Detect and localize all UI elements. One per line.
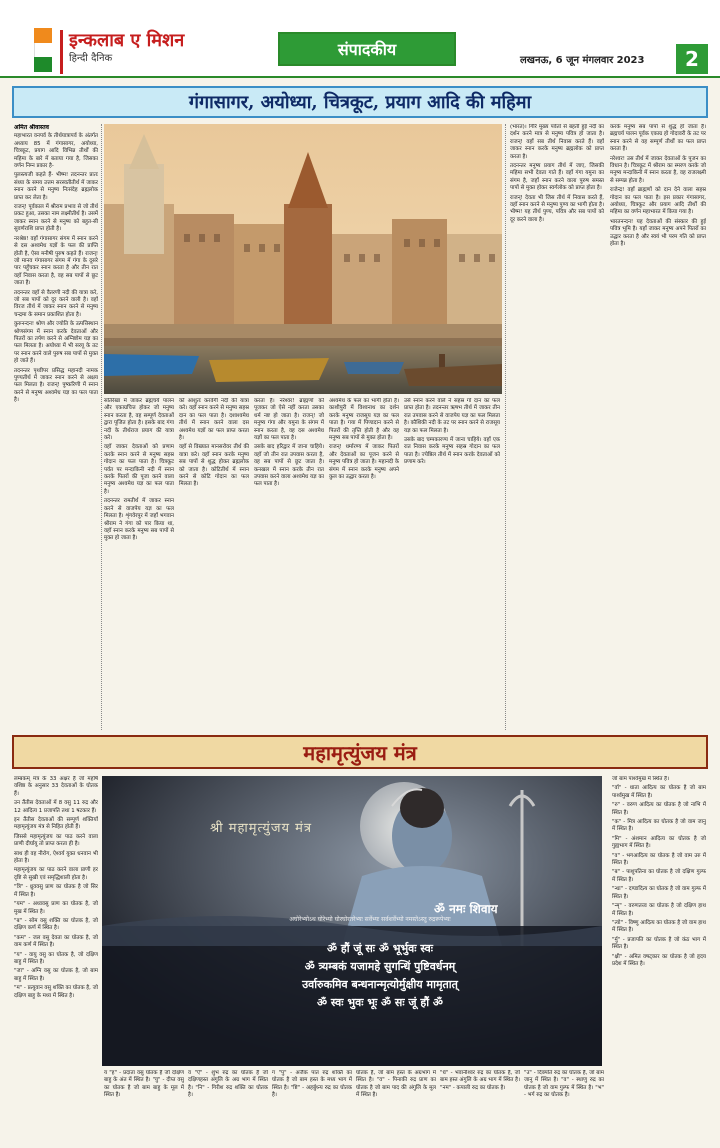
paragraph: उसके बाद चम्पकारण्य में जाना चाहिये। वहाँ एक रात निवास करके मनुष्य सहस्र गोदान का फल पाता है। ज्येष्ठिल तीर्थ में स्नान करके देवताओं को प्रणाम करे। [404,437,500,466]
paragraph: "ब" - सोम वसु शक्ति का घोतक है, जो दक्षिण कर्ण में स्थित है। [14,917,98,932]
article1-column-3 [179,398,249,730]
article1-column-1 [14,124,98,730]
paragraph: "मि" - अंशमान आदित्य का घोतक है जो गुह्यभाग में स्थित है। [612,835,706,850]
article1-column-7 [510,124,604,730]
paragraph: करता है। नरेश्वर! ब्राह्मणों को पूजकर जो ऐसे नहीं करता उसका धर्म नष्ट हो जाता है। राजन्! जो मनुष्य गंगा और यमुना के संगम में स्नान करता है, वह दस अश्वमेध यज्ञों का फल पाता है। [254,398,324,442]
article2-bottom-col-1 [104,1070,184,1140]
article1-column-4 [254,398,324,730]
paragraph: तदनन्तर पृथ्वीपर प्रसिद्ध महानदी नामक पुण्यतीर्थ में जाकर स्नान करने से अक्षय फल मिलता है। राजन्! पुष्करिणी में स्नान करने से मनुष्य अश्वमेध यज्ञ का फल पाता है। [14,367,98,404]
paragraph: "यम" - अध्ववसु प्राण का घोतक है, जो मुख में स्थित है। [14,901,98,915]
article2-bottom-col-3 [272,1070,352,1140]
paragraph: "जा" - अग्नि वसु का घोतक है, जो बाम बाहु में स्थित है। [14,968,98,982]
article1-column-6 [404,398,500,730]
varanasi-ghats-photo [104,124,502,394]
om-namah-shivay: ॐ नमः शिवाय [434,902,498,916]
tricolor-flag-icon [34,28,52,72]
paragraph: (भारत)। गिरि मुख्य पर्वतों से बहती हुई नदी का दर्शन करने मात्र से मनुष्य पवित्र हो जाता है। राजन्! वहाँ सब तीर्थ निवास करते हैं। वहाँ जाकर स्नान करके मनुष्य ब्रह्मलोक को प्राप्त करता है। [510,124,604,160]
mahamrityunjay-mantra-text [180,940,580,1012]
paragraph: नरेश्वर! उस तीर्थ में जाकर देवताओं के पूजन का विधान है। चित्रकूट में श्रीराम का स्मरण करके जो मनुष्य मन्दाकिनी में स्नान करता है, वह राजलक्ष्मी से सम्पन्न होता है। [610,155,706,184]
paragraph: कुरुनन्दन! श्रोण और ज्योति के उत्पत्तिस्थान श्रोणसंगम में स्नान करके देवताओं और पितरों का तर्पण करने से अग्निष्टोम यज्ञ का फल मिलता है। अयोध्या में भी सरयू के तट पर स्नान करने वाले पुरुष सब पापों से मुक्त हो जाते हैं। [14,321,98,365]
paragraph: राजन्! धर्मारण्य में जाकर पितरों और देवताओं का पूजन करने से मनुष्य पवित्र हो जाता है। महानदी के संगम में स्नान करके मनुष्य अपने कुल का उद्धार करता है। [329,444,399,481]
paragraph: महामृत्युंजय का पाठ करने वाला प्राणी हर दृष्टि से सुखी एवं समृद्धिशाली होता है। [14,867,98,881]
column-divider [101,124,102,730]
paragraph: "ब" - पाशुपतिना का घोतक है जो दक्षिण गुल्फ में स्थित है। [612,869,706,883]
paragraph: "र्मु" - प्रजापति का घोतक है जो कंठ भाग में स्थित है। [612,936,706,951]
paragraph: करके मनुष्य सब पापों से शुद्ध हो जाता है। ब्रह्मचर्य पालन पूर्वक एकाग्र हो गोदावरी के तट पर स्नान करने से वह सम्पूर्ण तीर्थों का फल प्राप्त करता है। [610,124,706,153]
article1-column-5 [329,398,399,730]
newspaper-brand [60,30,230,74]
mantra-line: उर्वारुकमिव बन्धनान्मृत्योर्मुक्षीय मामृतात् [302,978,458,991]
paragraph: "र्ध" - भवानीश्वर रुद्र का घोतक है, जो बाम हस्त अंगुलि के अग्र भाग में स्थित है। "नम" - कपाली रुद्र का घोतक है। [440,1070,520,1091]
paragraph: वहाँ से विख्यात मानसरोवर तीर्थ की यात्रा करे। वहाँ स्नान करके मनुष्य सब पापों से शुद्ध होकर ब्रह्मलोक को जाता है। कोटितीर्थ में स्नान करने से कोटि गोदान का फल मिलता है। [179,444,249,488]
paragraph: "न्धा" - दण्डादित्य का घोतक है जो वाम गुल्फ में स्थित है। [612,886,706,900]
brand-subtitle: हिन्दी दैनिक [69,53,113,64]
mantra-line: ॐ स्वः भुवः भूः ॐ सः जूं हौं ॐ [317,996,443,1009]
paragraph: "त्रि" - ध्रुववसु प्राण का घोतक है जो सिर में स्थित है। [14,884,98,898]
paragraph: "उ" - दिक्पति रुद्र का घोतक है, जो बाम जानु में स्थित है। "व" - स्थाणु रुद्र का घोतक है जो वाम गुल्फ में स्थित है। "भ" - भर्ग रुद्र का घोतक है। [524,1070,604,1099]
brand-title: इन्कलाब ए मिशन [69,30,185,51]
paragraph: वहाँ जाकर देवताओं को प्रणाम करके स्नान करने से मनुष्य सहस्र गोदान का फल पाता है। चित्रकूट पर्वत पर मन्दाकिनी नदी में स्नान करके पितरों की पूजा करने वाला मनुष्य अश्वमेध यज्ञ का फल पाता है। [104,444,174,495]
article2-bottom-col-2 [188,1070,268,1140]
masthead [0,0,720,78]
paragraph: घोतक है, जो बाम हस्त के अग्रभाग में स्थित है। "व" - पिनाकी रुद्र प्राण का घोतक है जो बाम पाद की अंगुलि के मूल में स्थित है। [356,1070,436,1099]
dateline: लखनऊ, 6 जून मंगलवार 2023 [520,55,645,66]
paragraph: नरश्रेष्ठ! वहाँ गंगासागर संगम में स्नान करने से दस अश्वमेध यज्ञों के फल की प्राप्ति होती है, ऐसा मनीषी पुरुष कहते हैं। राजन्! जो मानव गंगासागर संगम में गंगा के दूसरे पार पहुँचकर स्नान करता है और तीन रात वहाँ निवास करता है, वह सब पापों से छूट जाता है। [14,235,98,287]
paragraph: "त्यो" - विष्णु आदित्य का घोतक है जो वाम हाथ में स्थित है। [612,919,706,934]
article2-bottom-col-4 [356,1070,436,1140]
section-title: संपादकीय [278,32,456,66]
article1-column-8 [610,124,706,730]
paragraph: "य" - वायु वसु का घोतक है, जो दक्षिण बाहु में स्थित है। [14,951,98,965]
paragraph: तदनन्तर वहाँ से वैतरणी नदी की यात्रा करे, जो सब पापों को दूर करने वाली है। वहाँ विरज तीर्थ में जाकर स्नान करने से मनुष्य चन्द्रमा के समान प्रकाशित होता है। [14,289,98,318]
byline: अमित श्रीवास्तव [14,124,50,131]
paragraph: को आशुतः करवेगी नदी की यात्रा करे। वहाँ स्नान करने से मनुष्य सहस्र दान का फल पाता है। दशाश्वमेध तीर्थ में स्नान करने वाला दस अश्वमेध यज्ञों का फल प्राप्त करता है। [179,398,249,442]
paragraph: सतिरेखा में जाकर ब्रह्मचर्य पालन और एकाग्रचित्त होकर जो मनुष्य स्नान करता है, वह सम्पूर्ण देवताओं द्वारा पूजित होता है। इसके बाद गंगा नदी के तीर्थराज प्रयाग की यात्रा करे। [104,398,174,442]
paragraph: "क्षी" - अमित वषट्कार का घोतक है जो हृदय प्रदेश में स्थित है। [612,953,706,967]
paragraph: राजन्! पूर्वकाल में श्रीराम प्रभाव से जो तीर्थ प्रकट हुआ, उसका नाम लक्ष्मीतीर्थ है। उसमें जाकर स्नान करने से मनुष्य को बहुत-सी सुवर्णराशि प्राप्त होती है। [14,204,98,233]
paragraph: ग "पु" - अजैक पात रुद्र शक्ति का घोतक है जो बाम हस्त के मध्य भाग में स्थित है। "ष्टि" - अहर्बुध्न्य रुद्र का घोतक है। [272,1070,352,1099]
paragraph: लम्बकम् मंत्र के 33 अक्षर हैं जो महर्षि वशिष्ठ के अनुसार 33 देवताओं के घोतक हैं। [14,776,98,797]
article2-column-left [14,776,98,1138]
paragraph: "व" - भगआदित्य का घोतक है जो वाम उरु में स्थित है। [612,852,706,867]
mantra-line: ॐ हौं जूं सः ॐ भूर्भुवः स्वः [327,942,433,955]
paragraph: उसके बाद हरिद्वार में जाना चाहिये। वहाँ जो तीन रात उपवास करता है, वह सब पापों से छूट जाता है। कनखल में स्नान करके तीन रात उपवास करने वाला अश्वमेध यज्ञ का फल पाता है। [254,444,324,488]
mantra-image-caption: श्री महामृत्युंजय मंत्र [210,821,313,836]
column-divider [505,124,506,730]
paragraph: "क" - मित्र आदित्य का घोतक है जो वाम जानु में स्थित है। [612,819,706,833]
paragraph: य "ह" - प्रदाता वसु घोतक है जो दक्षिण बाहु के अंत में स्थित है। "यु" - दीप्त वसु का घोतक है जो बाम बाहु के मूल में स्थित है। [104,1070,184,1099]
paragraph: तदनन्तर मनुष्य प्रयाग तीर्थ में जाए, जिसकी महिमा सभी देवता गाते हैं। वहाँ गंगा यमुना का संगम है, जहाँ स्नान करने वाला पुरुष समस्त पापों से मुक्त होकर स्वर्गलोक को प्राप्त होता है। [510,163,604,192]
paragraph: इन तैंतीस देवताओं की सम्पूर्ण शक्तियाँ महामृत्युंजय मंत्र से निहित होती हैं। [14,817,98,831]
paragraph: "म" - प्रत्युवान वसु शक्ति का घोतक है, जो दक्षिण बाहु के मध्य में स्थित है। [14,985,98,999]
paragraph: उन तैंतीस देवताओं में 8 वसु 11 रुद्र और 12 आदित्य 1 प्रजापति तथा 1 षटकार हैं। [14,800,98,814]
article-headline-tirth: गंगासागर, अयोध्या, चित्रकूट, प्रयाग आदि की महिमा [12,86,708,118]
mantra-line: ॐ त्र्यम्बकं यजामहे सुगन्धिं पुष्टिवर्धनम् [304,960,456,973]
paragraph: महाभारत वनपर्व के तीर्थयात्रापर्व के अंतर्गत अध्याय 85 में गंगासागर, अयोध्या, चित्रकूट, प्रयाग आदि विभिन्न तीर्थों की महिमा के बारे में बताया गया है, जिसका वर्णन निम्न प्रकार है- [14,133,98,170]
paragraph: भारतनन्दन! यह देवताओं की संस्कार की हुई पवित्र भूमि है। यहाँ जाकर मनुष्य अपने पितरों का उद्धार करता है और स्वयं भी परम गति को प्राप्त होता है। [610,218,706,248]
paragraph: व "ऐ" - शुभ रुद्र का घोतक है जो दक्षिणहस्त अंगुलि के अग्र भाग में स्थित है। "नि" - गिरीश रुद्र शक्ति का घोतक है। [188,1070,268,1099]
paragraph: राजेन्द्र! वहाँ ब्राह्मणों को दान देने वाला सहस्र गोदान का फल पाता है। इस प्रकार गंगासागर, अयोध्या, चित्रकूट और प्रयाग आदि तीर्थों की महिमा का वर्णन महाभारत में किया गया है। [610,187,706,216]
mantra-small-line: अघोरेभ्योऽथ घोरेभ्यो घोरघोरतरेभ्यः सर्वेभ्यः सर्वशर्वेभ्यो नमस्तेऽस्तु रुद्ररूपेभ्यः [289,916,451,923]
paragraph: उसे स्नान करने वाले ने सहस्र गो दान का फल प्राप्त होता है। तदनन्तर ऋषभ तीर्थ में जाकर तीन रात उपवास करने से वाजपेय यज्ञ का फल मिलता है। कौशिकी नदी के तट पर स्नान करने से राजसूय यज्ञ का फल मिलता है। [404,398,500,434]
paragraph: पुलस्त्यजी कहते हैं- भीष्म! तदनन्तर प्रातः संध्या के समय उत्तम सरस्वतीतीर्थ में जाकर स्नान करने से मनुष्य निःसंदेह ब्रह्मलोक प्राप्त कर लेता है। [14,172,98,201]
paragraph: "र्वा" - धाता आदित्य का घोतक है जो बाम पार्श्वमुख में स्थित है। [612,785,706,799]
paragraph: जो बाम पार्श्वमुख में स्थित है। [612,776,670,782]
paragraph: साथ ही वह नीरोग, ऐश्वर्य युक्त धनवान भी होता है। [14,850,98,865]
paragraph: "न्मृ" - वरुणतत्त्व का घोतक है जो दक्षिण हाथ में स्थित है। [612,903,706,917]
paragraph: "रु" - वरुण आदित्य का घोतक है जो नाभि में स्थित है। [612,802,706,816]
paragraph: राजन्! देवता भी जिस तीर्थ में निवास करते हैं, वहाँ स्नान करने से मनुष्य पुण्य का भागी होता है। भीष्म! यह तीर्थ पुण्य, पवित्र और सब पापों को दूर करने वाला है। [510,194,604,223]
article2-bottom-col-5 [440,1070,520,1140]
paragraph: तदनन्तर रामतीर्थ में जाकर स्नान करने से वाजपेय यज्ञ का फल मिलता है। शृंगवेरपुर में जहाँ भगवान श्रीराम ने गंगा को पार किया था, वहाँ स्नान करके मनुष्य सब पापों से मुक्त हो जाता है। [104,498,174,542]
article2-bottom-col-6 [524,1070,604,1140]
article2-column-right [612,776,706,1138]
paragraph: अश्वमेध के फल का भागी होता है। काशीपुरी में विश्वनाथ का दर्शन करके मनुष्य राजसूय यज्ञ का फल पाता है। गया में पिण्डदान करने से पितरों की तृप्ति होती है और वह मनुष्य सब पापों से मुक्त होता है। [329,398,399,442]
page-number: 2 [676,44,708,74]
article1-column-2 [104,398,174,730]
article-headline-mantra: महामृत्युंजय मंत्र [12,735,708,769]
paragraph: जिससे महामृत्युंजय का पाठ करने वाला प्राणी दीर्घायु तो प्राप्त करता ही है। [14,833,98,848]
paragraph: "कम" - जल वसु देवता का घोतक है, जो वाम कर्ण में स्थित है। [14,934,98,949]
